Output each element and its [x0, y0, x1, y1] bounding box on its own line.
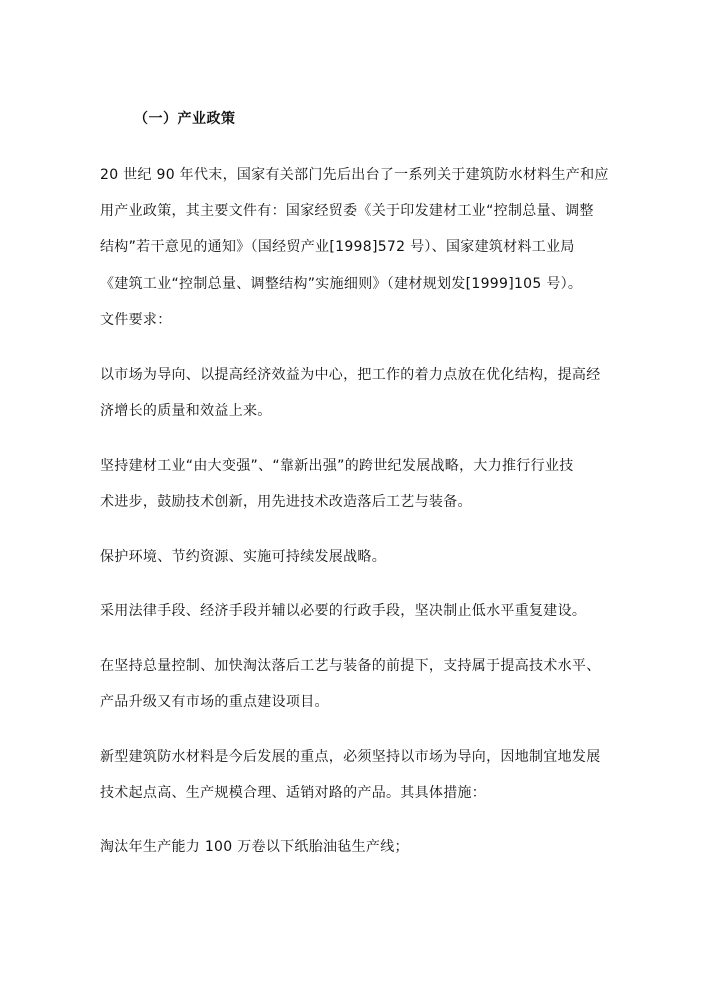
paragraph-7-line-1: 新型建筑防水材料是今后发展的重点，必须坚持以市场为导向，因地制宜地发展: [100, 749, 601, 765]
paragraph-3-line-2: 术进步，鼓励技术创新，用先进技术改造落后工艺与装备。: [100, 494, 472, 510]
paragraph-1-line-2: 用产业政策，其主要文件有：国家经贸委《关于印发建材工业“控制总量、调整: [100, 203, 594, 219]
paragraph-1-line-5: 文件要求：: [100, 312, 172, 328]
paragraph-6-line-2: 产品升级又有市场的重点建设项目。: [100, 694, 329, 710]
paragraph-2-line-1: 以市场为导向、以提高经济效益为中心，把工作的着力点放在优化结构，提高经: [100, 367, 601, 383]
paragraph-1-line-4: 《建筑工业“控制总量、调整结构”实施细则》（建材规划发[1999]105 号）。: [100, 276, 583, 292]
section-heading: （一）产业政策: [134, 111, 236, 127]
paragraph-6-line-1: 在坚持总量控制、加快淘汰落后工艺与装备的前提下，支持属于提高技术水平、: [100, 658, 601, 674]
paragraph-8-line-1: 淘汰年生产能力 100 万卷以下纸胎油毡生产线；: [100, 839, 409, 855]
paragraph-1-line-1: 20 世纪 90 年代末，国家有关部门先后出台了一系列关于建筑防水材料生产和应: [100, 167, 609, 183]
paragraph-7-line-2: 技术起点高、生产规模合理、适销对路的产品。其具体措施：: [100, 785, 487, 801]
paragraph-5-line-1: 采用法律手段、经济手段并辅以必要的行政手段，坚决制止低水平重复建设。: [100, 603, 587, 619]
paragraph-2-line-2: 济增长的质量和效益上来。: [100, 403, 272, 419]
paragraph-3-line-1: 坚持建材工业“由大变强”、“靠新出强”的跨世纪发展战略，大力推行行业技: [100, 458, 574, 474]
paragraph-1-line-3: 结构”若干意见的通知》（国经贸产业[1998]572 号）、国家建筑材料工业局: [100, 239, 575, 255]
paragraph-4-line-1: 保护环境、节约资源、实施可持续发展战略。: [100, 549, 386, 565]
